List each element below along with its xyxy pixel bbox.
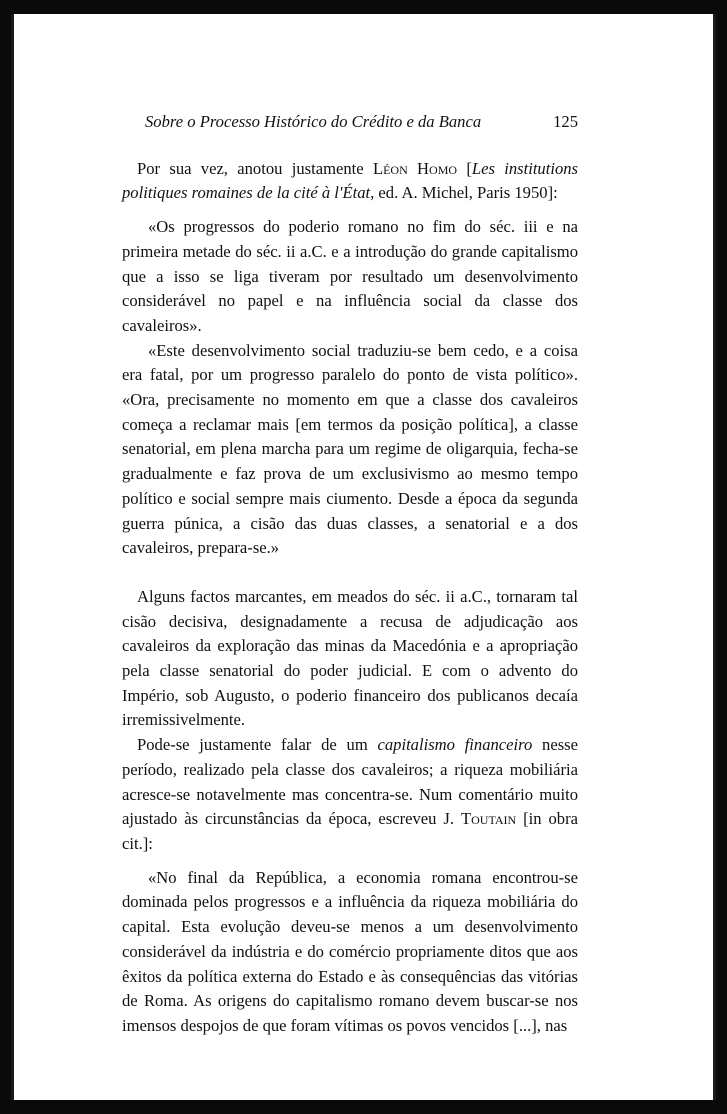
running-title: Sobre o Processo Histórico do Crédito e da Banca bbox=[145, 112, 482, 131]
para2-text-a: Pode-se justamente falar de um bbox=[137, 735, 378, 755]
page-number: 125 bbox=[553, 112, 578, 131]
quote1-paragraph-1: «Os progressos do poderio romano no fim do séc. iii e na primeira metade do séc. ii a.C. e a introdução do grande capitalismo que a isso se liga tiveram por resultado um desenvolvimento considerável no papel e na influência social da classe dos cavaleiros». bbox=[122, 217, 578, 335]
page-edge-right bbox=[713, 14, 716, 1100]
body-paragraph-1: Alguns factos marcantes, em meados do séc. ii a.C., tornaram tal cisão decisiva, designadamente a recusa de adjudicação aos cavaleiros da exploração das minas da Macedónia e a apropriação pela classe senatorial do poder judicial. E com o advento do Império, sob Augusto, o poderio financeiro dos publicanos decaía irremissivelmente. bbox=[122, 586, 578, 730]
intro-text-b: [ bbox=[457, 158, 472, 178]
intro-text-a: Por sua vez, anotou justamente bbox=[137, 158, 373, 178]
text-block bbox=[122, 110, 578, 1039]
body-paragraph-2 bbox=[122, 733, 578, 857]
quote2-paragraph: «No final da República, a economia romana encontrou-se dominada pelos progressos e a influência da riqueza mobiliária do capital. Esta evolução deveu-se menos a um desenvolvimento considerável da indústria e do comércio propriamente ditos que aos êxitos da política externa do Estado e às consequências das vitórias de Roma. As origens do capitalismo romano devem buscar-se nos imensos despojos de que foram vítimas os povos vencidos [...], nas bbox=[122, 867, 578, 1035]
author-name: Léon Homo bbox=[372, 158, 458, 178]
block-quote-1 bbox=[122, 215, 578, 561]
para2-text-b: nesse período, realizado pela classe dos cavaleiros; a riqueza mobiliária acresce-se notavelmente mas concentra-se. Num comentário muito ajustado às circunstâncias da época, escreveu J. bbox=[122, 735, 579, 829]
para2-text-c: [in obra cit.]: bbox=[122, 809, 578, 853]
emphasis-term: capitalismo financeiro bbox=[377, 735, 533, 755]
page-edge-left bbox=[11, 14, 14, 1100]
running-head bbox=[122, 110, 578, 135]
quote1-paragraph-2: «Este desenvolvimento social traduziu-se bem cedo, e a coisa era fatal, por um progresso paralelo do ponto de vista político». «Ora, precisamente no momento em que a classe dos cavaleiros começa a reclamar mais [em termos da posição política], a classe senatorial, em plena marcha para um regime de oligarquia, fecha-se gradualmente e faz prova de um exclusivismo ao mesmo tempo político e social sempre mais ciumento. Desde a época da segunda guerra púnica, a cisão das duas classes, a senatorial e a dos cavaleiros, prepara-se.» bbox=[122, 340, 578, 558]
book-page bbox=[14, 14, 713, 1100]
cited-work: Les institutions politiques romaines de la cité à l'État, bbox=[122, 158, 578, 203]
intro-text-c: ed. A. Michel, Paris 1950]: bbox=[374, 183, 558, 203]
block-quote-2 bbox=[122, 866, 578, 1039]
intro-paragraph bbox=[122, 157, 578, 206]
author-name-2: Toutain bbox=[460, 809, 517, 829]
